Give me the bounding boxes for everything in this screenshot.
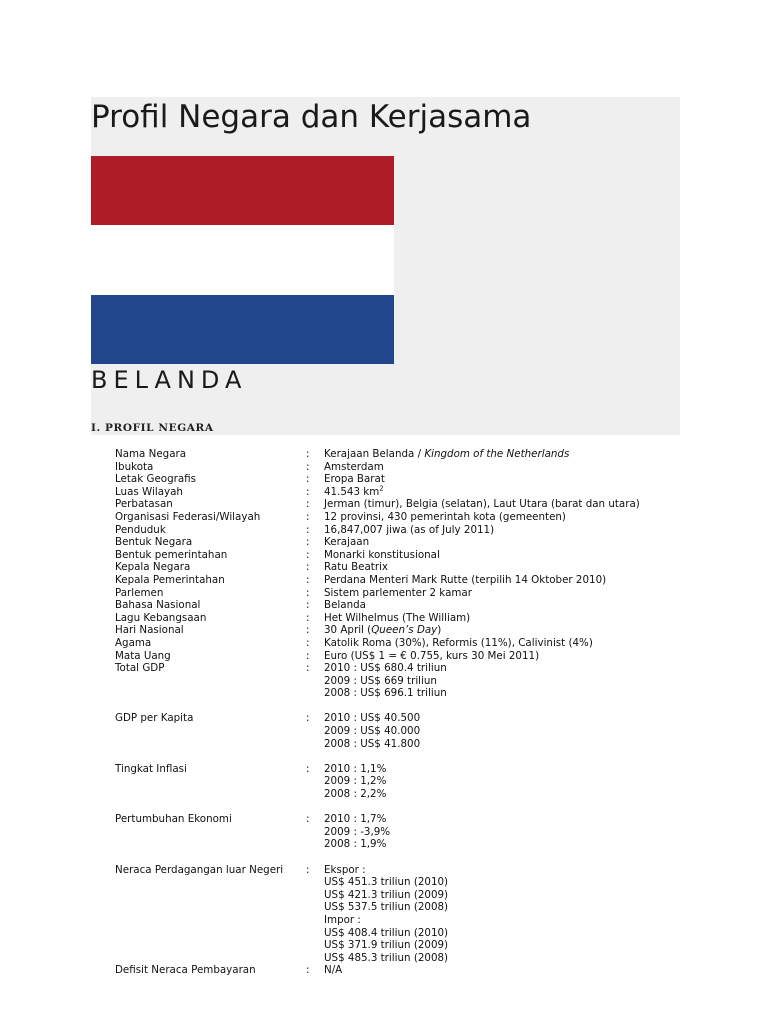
- flag-stripe-white: [91, 225, 394, 294]
- profile-row-values: [324, 624, 715, 637]
- profile-row-values: [324, 599, 715, 612]
- profile-row-value: 2009 : 1,2%: [324, 775, 387, 788]
- profile-row-value: 2008 : US$ 696.1 triliun: [324, 687, 447, 700]
- colon-separator: :: [306, 548, 310, 561]
- profile-row-value: Amsterdam: [324, 460, 384, 473]
- row-gap: [115, 750, 715, 763]
- profile-row-value: US$ 408.4 triliun (2010): [324, 926, 449, 939]
- profile-row: [115, 574, 715, 587]
- row-gap: [115, 700, 715, 713]
- profile-row-label: Hari Nasional: [115, 624, 184, 637]
- profile-row-value: Sistem parlementer 2 kamar: [324, 586, 472, 599]
- profile-row-value: 41.543 $km^2$: [324, 484, 384, 498]
- profile-row-value: 2008 : US$ 41.800: [324, 737, 421, 750]
- colon-separator: :: [306, 498, 310, 511]
- colon-separator: :: [306, 599, 310, 612]
- colon-separator: :: [306, 611, 310, 624]
- profile-row: [115, 536, 715, 549]
- profile-row-value: Jerman (timur), Belgia (selatan), Laut Utara (barat dan utara): [324, 498, 640, 511]
- profile-row-value: US$ 537.5 triliun (2008): [324, 901, 449, 914]
- profile-row-value: US$ 371.9 triliun (2009): [324, 939, 449, 952]
- profile-row-label: Perbatasan: [115, 498, 173, 511]
- profile-row-label: Kepala Pemerintahan: [115, 573, 225, 586]
- profile-row-value: 2009 : US$ 669 triliun: [324, 674, 437, 687]
- profile-row-values: [324, 712, 715, 750]
- country-name: BELANDA: [91, 366, 248, 394]
- profile-row-values: [324, 813, 715, 851]
- profile-row-label: GDP per Kapita: [115, 712, 194, 725]
- profile-row: [115, 448, 715, 461]
- profile-row: [115, 498, 715, 511]
- profile-row-label: Bentuk Negara: [115, 536, 193, 549]
- profile-row-label: Bahasa Nasional: [115, 599, 201, 612]
- profile-row-value: Katolik Roma (30%), Reformis (11%), Calivinist (4%): [324, 636, 593, 649]
- profile-row-label: Ibukota: [115, 460, 154, 473]
- profile-row-values: [324, 486, 715, 499]
- profile-row-value: US$ 421.3 triliun (2009): [324, 888, 449, 901]
- profile-row-label: Neraca Perdagangan luar Negeri: [115, 863, 284, 876]
- colon-separator: :: [306, 662, 310, 675]
- profile-row-values: [324, 461, 715, 474]
- colon-separator: :: [306, 863, 310, 876]
- profile-row-label: Tingkat Inflasi: [115, 762, 187, 775]
- profile-row: [115, 612, 715, 625]
- colon-separator: :: [306, 510, 310, 523]
- profile-row-values: [324, 561, 715, 574]
- profile-row: [115, 473, 715, 486]
- colon-separator: :: [306, 485, 310, 498]
- colon-separator: :: [306, 536, 310, 549]
- profile-row-value: 2010 : 1,1%: [324, 762, 387, 775]
- colon-separator: :: [306, 561, 310, 574]
- profile-row: [115, 813, 715, 851]
- profile-row-value: Perdana Menteri Mark Rutte (terpilih 14 Oktober 2010): [324, 573, 607, 586]
- profile-row-values: [324, 864, 715, 965]
- italic-text: Kingdom of the Netherlands: [424, 448, 570, 460]
- profile-row-label: Pertumbuhan Ekonomi: [115, 813, 232, 826]
- profile-row-label: Defisit Neraca Pembayaran: [115, 964, 256, 977]
- profile-row-value: 2010 : US$ 680.4 triliun: [324, 662, 447, 675]
- profile-row-values: [324, 448, 715, 461]
- italic-text: Queen’s Day: [371, 624, 438, 637]
- profile-row-label: Total GDP: [115, 662, 165, 675]
- superscript: 2: [379, 484, 384, 493]
- profile-row-label: Luas Wilayah: [115, 485, 183, 498]
- row-gap: [115, 851, 715, 864]
- colon-separator: :: [306, 762, 310, 775]
- colon-separator: :: [306, 649, 310, 662]
- profile-row-value: 2008 : 2,2%: [324, 788, 387, 801]
- colon-separator: :: [306, 636, 310, 649]
- profile-row-values: [324, 637, 715, 650]
- colon-separator: :: [306, 964, 310, 977]
- profile-row: [115, 599, 715, 612]
- profile-row: [115, 637, 715, 650]
- colon-separator: :: [306, 448, 310, 460]
- profile-row-label: Lagu Kebangsaan: [115, 611, 207, 624]
- profile-row: [115, 763, 715, 801]
- colon-separator: :: [306, 624, 310, 637]
- flag-stripe-blue: [91, 295, 394, 364]
- profile-row-label: Parlemen: [115, 586, 164, 599]
- profile-row-value: Ekspor :: [324, 863, 366, 876]
- colon-separator: :: [306, 473, 310, 486]
- profile-row-values: [324, 549, 715, 562]
- profile-row-value: Kerajaan: [324, 536, 370, 549]
- profile-row-value: 12 provinsi, 430 pemerintah kota (gemeenten): [324, 510, 566, 523]
- profile-row-values: [324, 536, 715, 549]
- profile-row-label: Letak Geografis: [115, 473, 197, 486]
- profile-row-value: Het Wilhelmus (The William): [324, 611, 471, 624]
- profile-table: [115, 448, 715, 977]
- profile-row-label: Bentuk pemerintahan: [115, 548, 228, 561]
- profile-row-values: [324, 574, 715, 587]
- profile-row-value: 2010 : US$ 40.500: [324, 712, 421, 725]
- profile-row: [115, 461, 715, 474]
- colon-separator: :: [306, 460, 310, 473]
- profile-row-value: Monarki konstitusional: [324, 548, 440, 561]
- page-title: Profil Negara dan Kerjasama: [91, 99, 532, 135]
- profile-row-label: Nama Negara: [115, 448, 187, 460]
- profile-row-value: 16,847,007 jiwa (as of July 2011): [324, 523, 495, 536]
- profile-row-label: Penduduk: [115, 523, 166, 536]
- profile-row-values: [324, 650, 715, 663]
- profile-row: [115, 964, 715, 977]
- profile-row-value: N/A: [324, 964, 343, 977]
- profile-row-value: US$ 485.3 triliun (2008): [324, 951, 449, 964]
- netherlands-flag-image: [91, 156, 394, 364]
- section-heading: I. PROFIL NEGARA: [91, 422, 214, 434]
- profile-row: [115, 864, 715, 965]
- profile-row-values: [324, 964, 715, 977]
- profile-row-value: Kerajaan Belanda / Kingdom of the Netherlands: [324, 448, 570, 460]
- profile-row: [115, 524, 715, 537]
- colon-separator: :: [306, 573, 310, 586]
- profile-row-value: 2008 : 1,9%: [324, 838, 387, 851]
- profile-row: [115, 587, 715, 600]
- profile-row: [115, 624, 715, 637]
- profile-row-value: 30 April (Queen’s Day): [324, 624, 442, 637]
- row-gap: [115, 801, 715, 814]
- profile-row-value: Eropa Barat: [324, 473, 385, 486]
- profile-row-values: [324, 524, 715, 537]
- profile-row-label: Agama: [115, 636, 152, 649]
- profile-row-values: [324, 587, 715, 600]
- colon-separator: :: [306, 813, 310, 826]
- colon-separator: :: [306, 586, 310, 599]
- profile-row-label: Mata Uang: [115, 649, 171, 662]
- profile-row-value: 2010 : 1,7%: [324, 813, 387, 826]
- profile-row-value: 2009 : US$ 40.000: [324, 725, 421, 738]
- profile-row: [115, 486, 715, 499]
- profile-row: [115, 549, 715, 562]
- profile-row-value: 2009 : -3,9%: [324, 825, 391, 838]
- profile-row-values: [324, 511, 715, 524]
- colon-separator: :: [306, 712, 310, 725]
- colon-separator: :: [306, 523, 310, 536]
- profile-row-values: [324, 662, 715, 700]
- profile-row: [115, 561, 715, 574]
- profile-row-value: Belanda: [324, 599, 366, 612]
- profile-row-value: US$ 451.3 triliun (2010): [324, 876, 449, 889]
- profile-row-values: [324, 498, 715, 511]
- profile-row-value: Euro (US$ 1 = € 0.755, kurs 30 Mei 2011): [324, 649, 540, 662]
- profile-row-values: [324, 612, 715, 625]
- profile-row: [115, 650, 715, 663]
- flag-stripe-red: [91, 156, 394, 225]
- profile-row-values: [324, 763, 715, 801]
- profile-row: [115, 662, 715, 700]
- profile-row: [115, 712, 715, 750]
- profile-row-label: Kepala Negara: [115, 561, 191, 574]
- profile-row-value: Ratu Beatrix: [324, 561, 389, 574]
- profile-row: [115, 511, 715, 524]
- profile-row-label: Organisasi Federasi/Wilayah: [115, 510, 261, 523]
- profile-row-value: Impor :: [324, 913, 361, 926]
